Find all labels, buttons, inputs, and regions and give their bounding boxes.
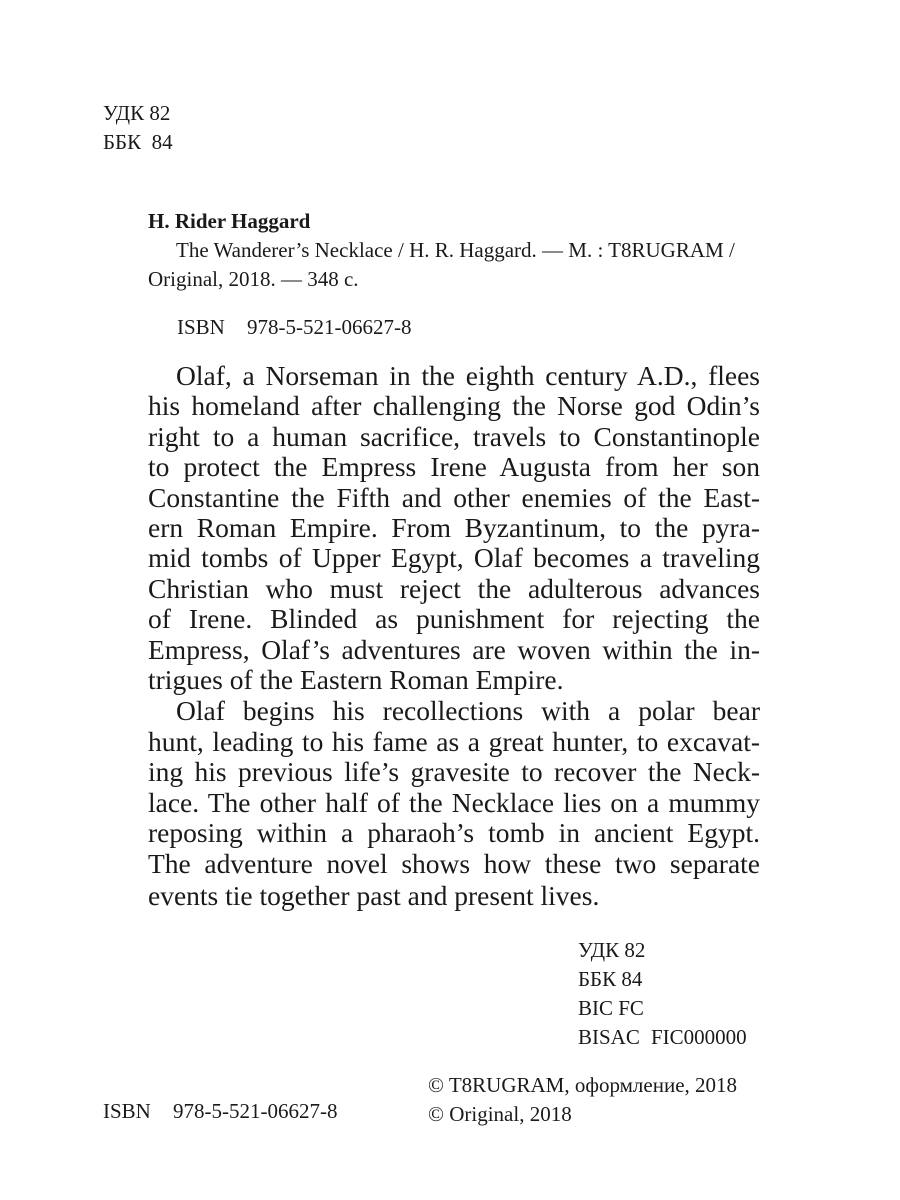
bbk-code: ББК 84 (578, 967, 643, 991)
annotation-line: trigues of the Eastern Roman Empire. (148, 664, 564, 696)
annotation-line: of Irene. Blinded as punishment for rejecting the (148, 603, 760, 635)
udk-code: УДК 82 (578, 938, 646, 962)
annotation-line: right to a human sacrifice, travels to Constantinople (148, 420, 760, 452)
annotation-line: Olaf, a Norseman in the eighth century A.D., flees (176, 360, 760, 391)
isbn-top (177, 313, 411, 342)
copyright-line: © T8RUGRAM, оформление, 2018 (428, 1073, 738, 1097)
annotation (148, 361, 760, 911)
bisac-label: BISAC (578, 1025, 640, 1049)
copyright-line: © Original, 2018 (428, 1102, 572, 1126)
annotation-line: events tie together past and present lives. (148, 879, 600, 911)
isbn-label: ISBN (103, 1099, 151, 1123)
classification-top (103, 99, 173, 157)
isbn-number: 978-5-521-06627-8 (247, 315, 412, 339)
bibliographic-record (148, 207, 735, 294)
udk-code: УДК 82 (103, 101, 171, 125)
annotation-line: his homeland after challenging the Norse god Odin’s (148, 390, 760, 422)
annotation-line: The adventure novel shows how these two separate (148, 847, 760, 879)
annotation-line: reposing within a pharaoh’s tomb in ancient Egypt. (148, 817, 760, 849)
annotation-paragraph (148, 361, 760, 695)
author-name: H. Rider Haggard (148, 209, 311, 233)
annotation-line: to protect the Empress Irene Augusta from her son (148, 451, 760, 483)
bisac-code (578, 1023, 747, 1052)
bisac-value: FIC000000 (651, 1025, 747, 1049)
copyright-block (428, 1071, 737, 1129)
isbn-bottom (103, 1097, 337, 1126)
annotation-line: hunt, leading to his fame as a great hunter, to excavat- (148, 725, 760, 757)
isbn-label: ISBN (177, 315, 225, 339)
classification-codes (578, 936, 747, 1052)
annotation-line: lace. The other half of the Necklace lies on a mummy (148, 786, 760, 818)
annotation-line: mid tombs of Upper Egypt, Olaf becomes a traveling (148, 542, 760, 574)
annotation-line: Empress, Olaf’s adventures are woven within the in- (148, 633, 760, 665)
isbn-number: 978-5-521-06627-8 (173, 1099, 338, 1123)
bic-code: BIC FC (578, 996, 644, 1020)
annotation-line: ing his previous life’s gravesite to recover the Neck- (148, 756, 760, 788)
annotation-line: ern Roman Empire. From Byzantinum, to the pyra- (148, 512, 760, 544)
bibliographic-line: Original, 2018. — 348 c. (148, 267, 359, 291)
annotation-line: Olaf begins his recollections with a polar bear (176, 695, 760, 727)
annotation-paragraph (148, 696, 760, 911)
annotation-line: Christian who must reject the adulterous advances (148, 572, 760, 604)
bibliographic-line: The Wanderer’s Necklace / H. R. Haggard. — M. : T8RUGRAM / (176, 238, 735, 262)
annotation-line: Constantine the Fifth and other enemies of the East- (148, 481, 760, 513)
bbk-code: ББК 84 (103, 130, 173, 154)
